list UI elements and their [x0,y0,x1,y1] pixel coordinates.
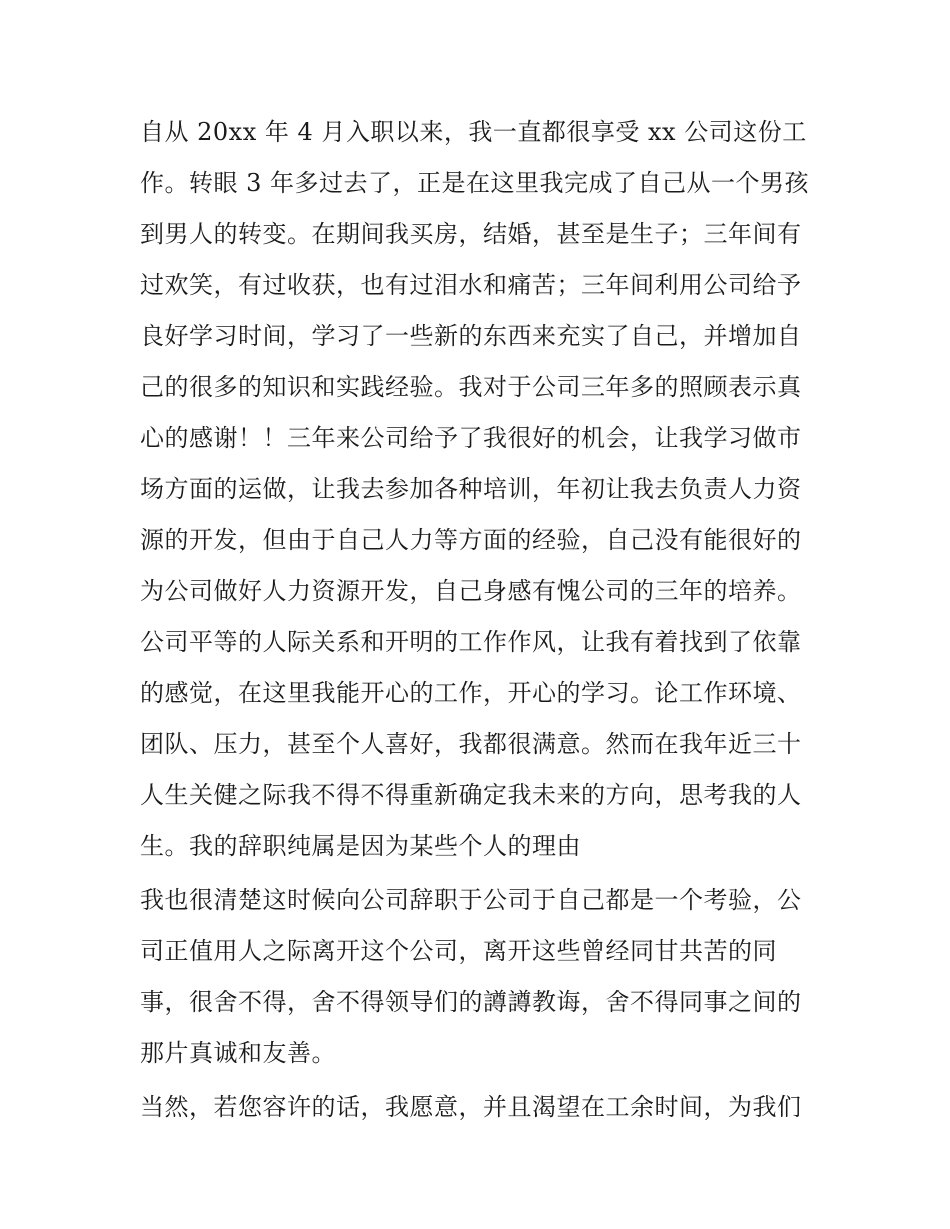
text-line: 作。转眼 3 年多过去了，正是在这里我完成了自己从一个男孩 [140,169,810,197]
text-line: 那片真诚和友善。 [140,1039,336,1067]
text-line: 场方面的运做，让我去参加各种培训，年初让我去负责人力资 [140,475,802,503]
text-line: 事，很舍不得，舍不得领导们的譐譐教诲，舍不得同事之间的 [140,988,802,1016]
text-line: 过欢笑，有过收获，也有过泪水和痛苦；三年间利用公司给予 [140,271,802,299]
text-line: 司正值用人之际离开这个公司，离开这些曾经同甘共苦的同 [140,937,777,965]
text-line: 团队、压力，甚至个人喜好，我都很满意。然而在我年近三十 [140,730,802,758]
text-line: 己的很多的知识和实践经验。我对于公司三年多的照顾表示真 [140,373,802,401]
text-line: 良好学习时间，学习了一些新的东西来充实了自己，并增加自 [140,322,802,350]
text-line: 我也很清楚这时候向公司辞职于公司于自己都是一个考验，公 [140,886,802,914]
paragraph-3 [140,1082,820,1133]
text-line: 到男人的转变。在期间我买房，结婚，甚至是生子；三年间有 [140,220,802,248]
text-line: 的感觉，在这里我能开心的工作，开心的学习。论工作环境、 [140,679,802,707]
text-line: 为公司做好人力资源开发，自己身感有愧公司的三年的培养。 [140,577,802,605]
text-line: 生。我的辞职纯属是因为某些个人的理由 [140,832,581,860]
text-line: 心的感谢！！三年来公司给予了我很好的机会，让我学习做市 [140,424,802,452]
text-line: 人生关健之际我不得不得重新确定我未来的方向，思考我的人 [140,781,802,809]
text-line: 公司平等的人际关系和开明的工作作风，让我有着找到了依靠 [140,628,802,656]
paragraph-1 [140,107,820,872]
text-line: 自从 20xx 年 4 月入职以来，我一直都很享受 xx 公司这份工 [140,118,807,146]
text-line: 源的开发，但由于自己人力等方面的经验，自己没有能很好的 [140,526,802,554]
body-text [140,107,820,1133]
paragraph-2 [140,875,820,1079]
text-line: 当然，若您容许的话，我愿意，并且渴望在工余时间，为我们 [140,1093,802,1121]
